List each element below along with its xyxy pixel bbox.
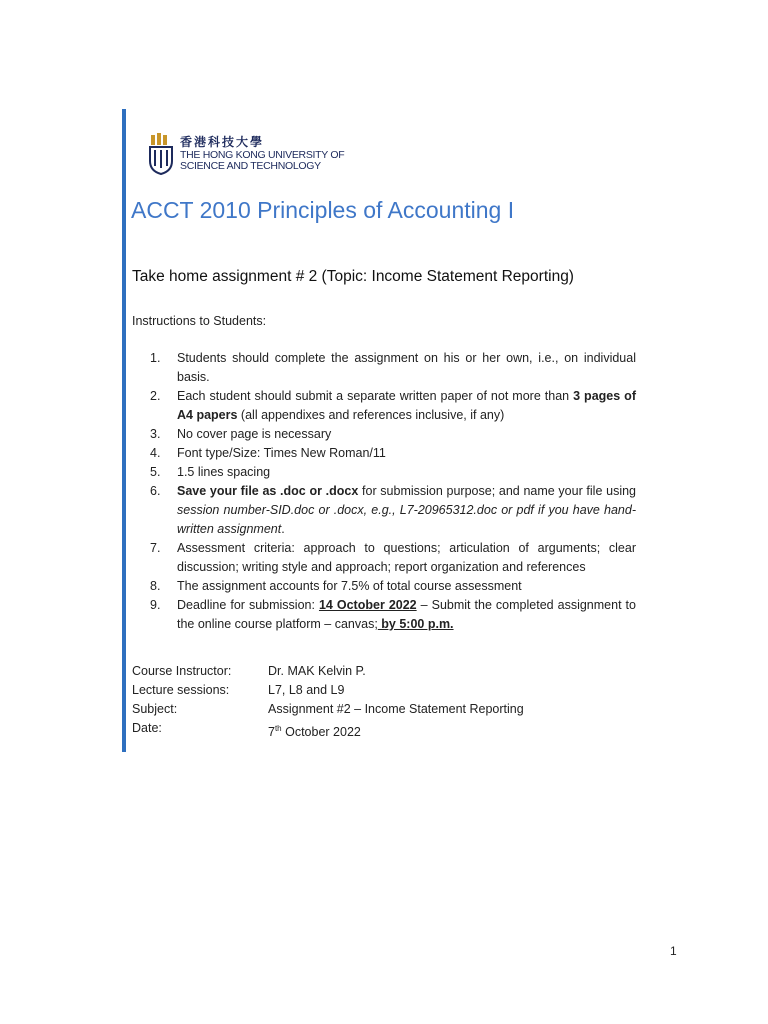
logo-english-line2: SCIENCE AND TECHNOLOGY: [180, 159, 321, 172]
detail-row-subject: Subject: Assignment #2 – Income Statement Reporting: [132, 702, 524, 716]
list-item: 7. Assessment criteria: approach to questions; articulation of arguments; clear discussion; writing style and approach; report organization and references: [150, 541, 636, 574]
detail-row-instructor: Course Instructor: Dr. MAK Kelvin P.: [132, 664, 366, 678]
detail-row-sessions: Lecture sessions: L7, L8 and L9: [132, 683, 345, 697]
detail-row-date: Date: 7th October 2022: [132, 721, 361, 740]
logo-english-line1: THE HONG KONG UNIVERSITY OF: [180, 148, 345, 161]
list-item: 2. Each student should submit a separate written paper of not more than 3 pages of A4 papers (all appendixes and references inclusive, if any): [150, 389, 636, 422]
deadline-time: by 5:00 p.m.: [377, 617, 454, 631]
list-item: 3. No cover page is necessary: [150, 427, 332, 441]
hkust-crest-icon: [148, 133, 174, 175]
list-item: 5. 1.5 lines spacing: [150, 465, 271, 479]
assignment-subtitle: Take home assignment # 2 (Topic: Income Statement Reporting): [132, 268, 574, 285]
deadline-date: 14 October 2022: [318, 598, 417, 612]
course-details: [132, 662, 524, 742]
page-number: 1: [670, 944, 677, 958]
list-item: 1. Students should complete the assignment on his or her own, i.e., on individual basis.: [150, 351, 636, 384]
list-item: 9. Deadline for submission: 14 October 2022 – Submit the completed assignment to the online course platform – canvas; by 5:00 p.m.: [150, 598, 636, 631]
list-item: 6. Save your file as .doc or .docx for submission purpose; and name your file using session number-SID.doc or .docx, e.g., L7-20965312.doc or pdf if you have hand-written assignment.: [150, 484, 636, 536]
left-margin-rule: [122, 109, 126, 752]
course-title: ACCT 2010 Principles of Accounting I: [131, 197, 515, 223]
instructions-heading: Instructions to Students:: [132, 314, 267, 328]
list-item: 4. Font type/Size: Times New Roman/11: [150, 446, 386, 460]
instructions-list: [150, 349, 636, 634]
list-item: 8. The assignment accounts for 7.5% of total course assessment: [150, 579, 522, 593]
university-logo: [148, 132, 344, 176]
logo-chinese-name: 香港科技大學: [180, 134, 265, 149]
